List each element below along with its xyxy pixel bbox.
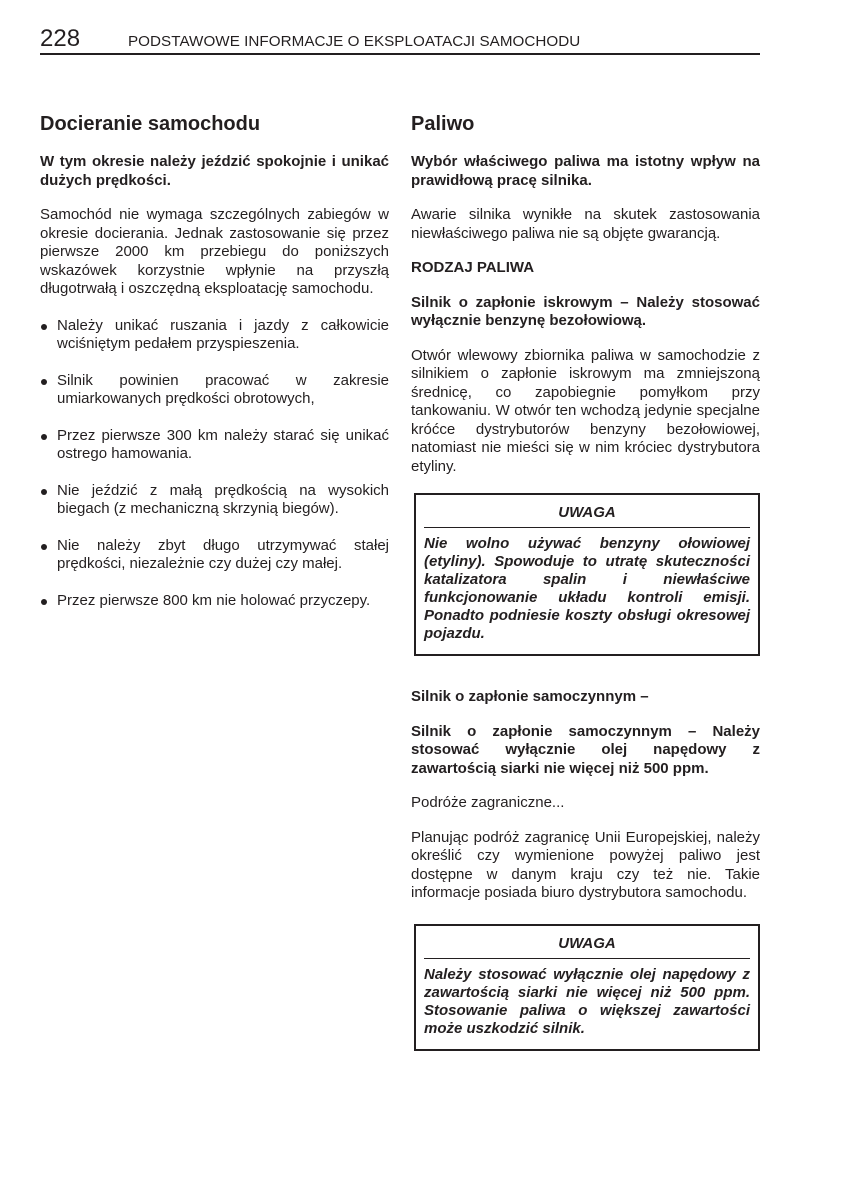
- list-item: [40, 592, 389, 611]
- bullet-icon: [41, 489, 47, 495]
- diesel-engine-requirement: Silnik o zapłonie samoczynnym – Należy stosować wyłącznie olej napędowy z zawartością siarki nie więcej niż 500 ppm.: [411, 722, 760, 777]
- list-item-text: Nie należy zbyt długo utrzymywać stałej prędkości, niezależnie czy dużej czy małej.: [57, 536, 389, 572]
- section-heading-fuel: Paliwo: [411, 113, 475, 135]
- list-item: [40, 482, 389, 519]
- warranty-note: Awarie silnika wynikłe na skutek zastosowania niewłaściwego paliwa nie są objęte gwarancją.: [411, 206, 760, 242]
- bullet-icon: [41, 599, 47, 605]
- bullet-icon: [41, 324, 47, 330]
- list-item: [40, 427, 389, 464]
- petrol-engine-requirement: Silnik o zapłonie iskrowym – Należy stosować wyłącznie benzynę bezołowiową.: [411, 293, 760, 329]
- page-number: 228: [40, 25, 81, 52]
- break-in-intro: Samochód nie wymaga szczególnych zabiegów w okresie docierania. Jednak zastosowanie się przez pierwsze 2000 km przebiegu do poniższych wskazówek korzystnie wpłynie na przyszłą długotrwałą i oszczędną eksploatację samochodu.: [40, 206, 389, 297]
- warning-box-diesel-sulfur: [414, 924, 760, 1051]
- break-in-list: [40, 317, 389, 611]
- page-header: [40, 26, 760, 55]
- list-item-text: Przez pierwsze 300 km należy starać się unikać ostrego hamowania.: [57, 426, 389, 462]
- list-item-text: Silnik powinien pracować w zakresie umiarkowanych prędkości obrotowych,: [57, 371, 389, 407]
- warning-text: Nie wolno używać benzyny ołowiowej (etyliny). Spowoduje to utratę skuteczności katalizatora spalin i niewłaściwe funkcjonowanie układu kontroli emisji. Ponadto podniesie koszty obsługi okresowej pojazdu.: [424, 535, 750, 642]
- list-item: [40, 317, 389, 354]
- list-item-text: Należy unikać ruszania i jazdy z całkowicie wciśniętym pedałem przyspieszenia.: [57, 316, 389, 352]
- warning-title: UWAGA: [424, 504, 750, 528]
- list-item-text: Przez pierwsze 800 km nie holować przyczepy.: [57, 591, 371, 609]
- diesel-engine-label: Silnik o zapłonie samoczynnym –: [411, 688, 649, 705]
- warning-text: Należy stosować wyłącznie olej napędowy z zawartością siarki nie więcej niż 500 ppm. Stosowanie paliwa o większej zawartości może uszkodzić silnik.: [424, 965, 750, 1037]
- filler-neck-description: Otwór wlewowy zbiornika paliwa w samochodzie z silnikiem o zapłonie iskrowym ma zmniejszoną średnicę, co zapobiegnie pomyłkom przy tankowaniu. W otwór ten wchodzą jedynie specjalne króćce dystrybutorów benzyny bezołowiowej, natomiast nie mieści się w nim króciec dystrybutora etyliny.: [411, 346, 760, 475]
- foreign-travel-text: Planując podróż zagranicę Unii Europejskiej, należy określić czy wymienione powyżej paliwo jest dostępne w danym kraju czy też nie. Takie informacje posiada biuro dystrybutora samochodu.: [411, 828, 760, 901]
- warning-box-leaded-fuel: [414, 493, 760, 656]
- break-in-lead: W tym okresie należy jeździć spokojnie i unikać dużych prędkości.: [40, 153, 389, 189]
- foreign-travel-heading: Podróże zagraniczne...: [411, 794, 565, 811]
- bullet-icon: [41, 434, 47, 440]
- right-column: [411, 112, 760, 1051]
- warning-title: UWAGA: [424, 935, 750, 959]
- fuel-lead: Wybór właściwego paliwa ma istotny wpływ na prawidłową pracę silnika.: [411, 153, 760, 189]
- section-heading-break-in: Docieranie samochodu: [40, 113, 261, 135]
- left-column: [40, 112, 389, 628]
- fuel-type-subheading: RODZAJ PALIWA: [411, 259, 535, 276]
- bullet-icon: [41, 379, 47, 385]
- list-item: [40, 537, 389, 574]
- bullet-icon: [41, 544, 47, 550]
- list-item-text: Nie jeździć z małą prędkością na wysokich biegach (z mechaniczną skrzynią biegów).: [57, 481, 389, 517]
- list-item: [40, 372, 389, 409]
- running-title: PODSTAWOWE INFORMACJE O EKSPLOATACJI SAMOCHODU: [128, 33, 581, 50]
